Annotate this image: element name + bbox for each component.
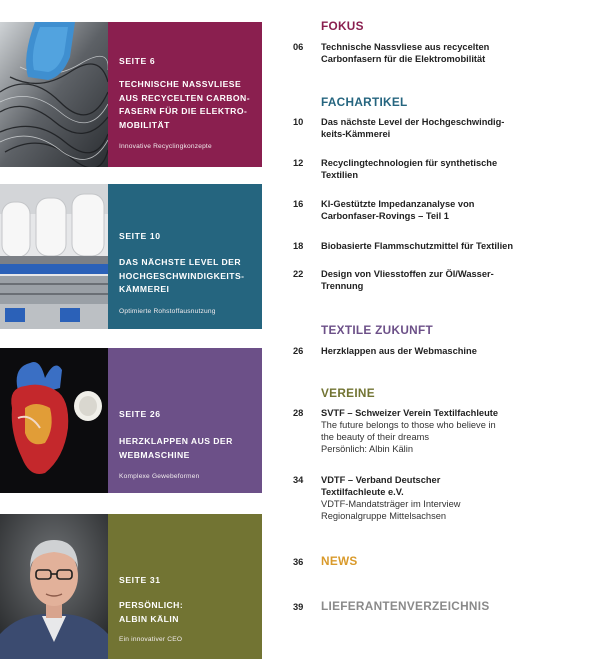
card-subtitle: Komplexe Gewebeformen <box>119 473 200 480</box>
section-heading-vereine: VEREINE <box>321 386 375 400</box>
card-page-label: SEITE 6 <box>119 56 156 66</box>
portrait-photo <box>0 514 108 659</box>
toc-page-number: 36 <box>293 557 304 567</box>
toc-entry-title: Herzklappen aus der Webmaschine <box>321 346 477 356</box>
feature-card-seite-10[interactable] <box>0 184 262 329</box>
toc-page-number: 34 <box>293 475 304 485</box>
toc-page-number: 18 <box>293 241 304 251</box>
toc-page-number: 10 <box>293 117 304 127</box>
section-heading-fachartikel: FACHARTIKEL <box>321 95 408 109</box>
heart-model-photo <box>0 348 108 493</box>
carbon-fiber-photo <box>0 22 108 167</box>
toc-page-number: 22 <box>293 269 304 279</box>
toc-page-number: 39 <box>293 602 304 612</box>
toc-entry-title: SVTF – Schweizer Verein Textilfachleute The future belongs to those who believe in the beauty of their dreams Persönlich: Albin Kälin <box>321 408 499 454</box>
card-title: PERSÖNLICH: ALBIN KÄLIN <box>119 600 184 624</box>
feature-card-seite-26[interactable] <box>0 348 262 493</box>
toc-entry-title: KI-Gestützte Impedanzanalyse von Carbonfaser-Rovings – Teil 1 <box>321 199 475 221</box>
section-heading-lieferantenverzeichnis: LIEFERANTENVERZEICHNIS <box>321 599 490 613</box>
section-heading-news: NEWS <box>321 554 358 568</box>
section-heading-textile-zukunft: TEXTILE ZUKUNFT <box>321 323 433 337</box>
card-title: TECHNISCHE NASSVLIESE AUS RECYCELTEN CARBON- FASERN FÜR DIE ELEKTRO- MOBILITÄT <box>119 79 251 130</box>
card-subtitle: Innovative Recyclingkonzepte <box>119 143 212 150</box>
toc-page-number: 12 <box>293 158 304 168</box>
card-panel <box>108 184 262 329</box>
card-subtitle: Optimierte Rohstoffausnutzung <box>119 308 216 315</box>
card-panel <box>108 22 262 167</box>
toc-page-number: 28 <box>293 408 304 418</box>
card-panel <box>108 348 262 493</box>
feature-card-seite-6[interactable] <box>0 22 262 167</box>
card-page-label: SEITE 10 <box>119 231 161 241</box>
toc-entry-title: Biobasierte Flammschutzmittel für Textilien <box>321 241 514 251</box>
toc-page-number: 06 <box>293 42 304 52</box>
toc-page-number: 26 <box>293 346 304 356</box>
card-subtitle: Ein innovativer CEO <box>119 636 183 643</box>
textile-machine-photo <box>0 184 108 329</box>
card-page-label: SEITE 26 <box>119 409 161 419</box>
feature-card-seite-31[interactable] <box>0 514 262 659</box>
toc-entry-title: Design von Vliesstoffen zur Öl/Wasser- Trennung <box>321 269 494 291</box>
toc-entry-title: VDTF – Verband Deutscher Textilfachleute e.V. VDTF-Mandatsträger im Interview Regionalgruppe Mittelsachsen <box>321 475 461 521</box>
toc-entry-title: Das nächste Level der Hochgeschwindig- keits-Kämmerei <box>321 117 505 139</box>
card-panel <box>108 514 262 659</box>
toc-page-number: 16 <box>293 199 304 209</box>
card-page-label: SEITE 31 <box>119 575 161 585</box>
toc-entry-title: Recyclingtechnologien für synthetische Textilien <box>321 158 498 180</box>
toc-entry-title: Technische Nassvliese aus recycelten Carbonfasern für die Elektromobilität <box>321 42 490 64</box>
card-title: HERZKLAPPEN AUS DER WEBMASCHINE <box>119 436 233 460</box>
section-heading-fokus: FOKUS <box>321 19 364 33</box>
card-title: DAS NÄCHSTE LEVEL DER HOCHGESCHWINDIGKEITS- KÄMMEREI <box>119 257 245 294</box>
